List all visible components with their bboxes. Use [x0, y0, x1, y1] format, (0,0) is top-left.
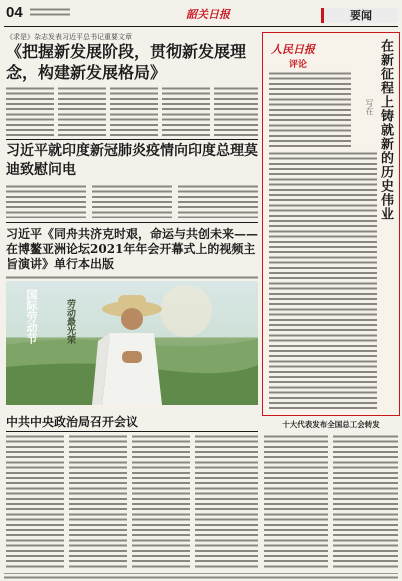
divider: [6, 431, 258, 432]
illustration-svg: [6, 281, 258, 405]
headline-boao[interactable]: 习近平《同舟共济克时艰，命运与共创未来——在博鳌亚洲论坛2021年年会开幕式上的视频主旨演讲》单行本出版: [6, 227, 259, 271]
body-column: [264, 434, 328, 570]
body-column: [69, 434, 127, 570]
labor-day-illustration: [6, 281, 258, 405]
body-column: [132, 434, 190, 570]
page-footer: [4, 573, 398, 580]
commentary-box: [262, 32, 400, 416]
body-column: [333, 434, 398, 570]
page-header: [4, 4, 398, 27]
body-column: [214, 86, 258, 136]
date-block: [30, 7, 76, 19]
body-column: [162, 86, 210, 136]
body-column: [92, 184, 172, 218]
body-column: [6, 184, 86, 218]
masthead-logo: 韶关日报: [186, 8, 230, 21]
body-column: [178, 184, 258, 218]
body-column: [269, 151, 377, 409]
body-column: [110, 86, 158, 136]
headline-union[interactable]: 十大代表发布全国总工会转发: [282, 420, 380, 429]
logo-line2: 评论: [289, 60, 308, 70]
headline-india[interactable]: 习近平就印度新冠肺炎疫情向印度总理莫迪致慰问电: [6, 143, 258, 178]
commentary-title[interactable]: 在新征程上铸就新的历史伟业: [378, 39, 393, 221]
footer-lines: [4, 575, 398, 579]
divider: [6, 222, 258, 223]
commentary-subtitle: 写在: [365, 99, 374, 115]
headline-politburo[interactable]: 中共中央政治局召开会议: [6, 415, 139, 429]
page-number: 04: [6, 4, 23, 21]
article-kicker: 《求是》杂志发表习近平总书记重要文章: [6, 33, 132, 41]
calligraphy-left: 国际劳动节: [25, 289, 38, 344]
lead-headline[interactable]: 《把握新发展阶段，贯彻新发展理念，构建新发展格局》: [6, 42, 247, 82]
body-column: [6, 86, 54, 136]
logo-line1: 人民日报: [271, 43, 315, 56]
body-column: [269, 71, 351, 147]
body-column: [6, 275, 258, 280]
body-column: [6, 434, 64, 570]
commentary-logo: [271, 41, 331, 70]
body-column: [58, 86, 106, 136]
body-column: [195, 434, 258, 570]
calligraphy-right: 劳动最光荣: [65, 299, 75, 344]
divider: [6, 139, 258, 140]
section-label: 要闻: [321, 8, 398, 23]
date-lines: [30, 7, 70, 19]
